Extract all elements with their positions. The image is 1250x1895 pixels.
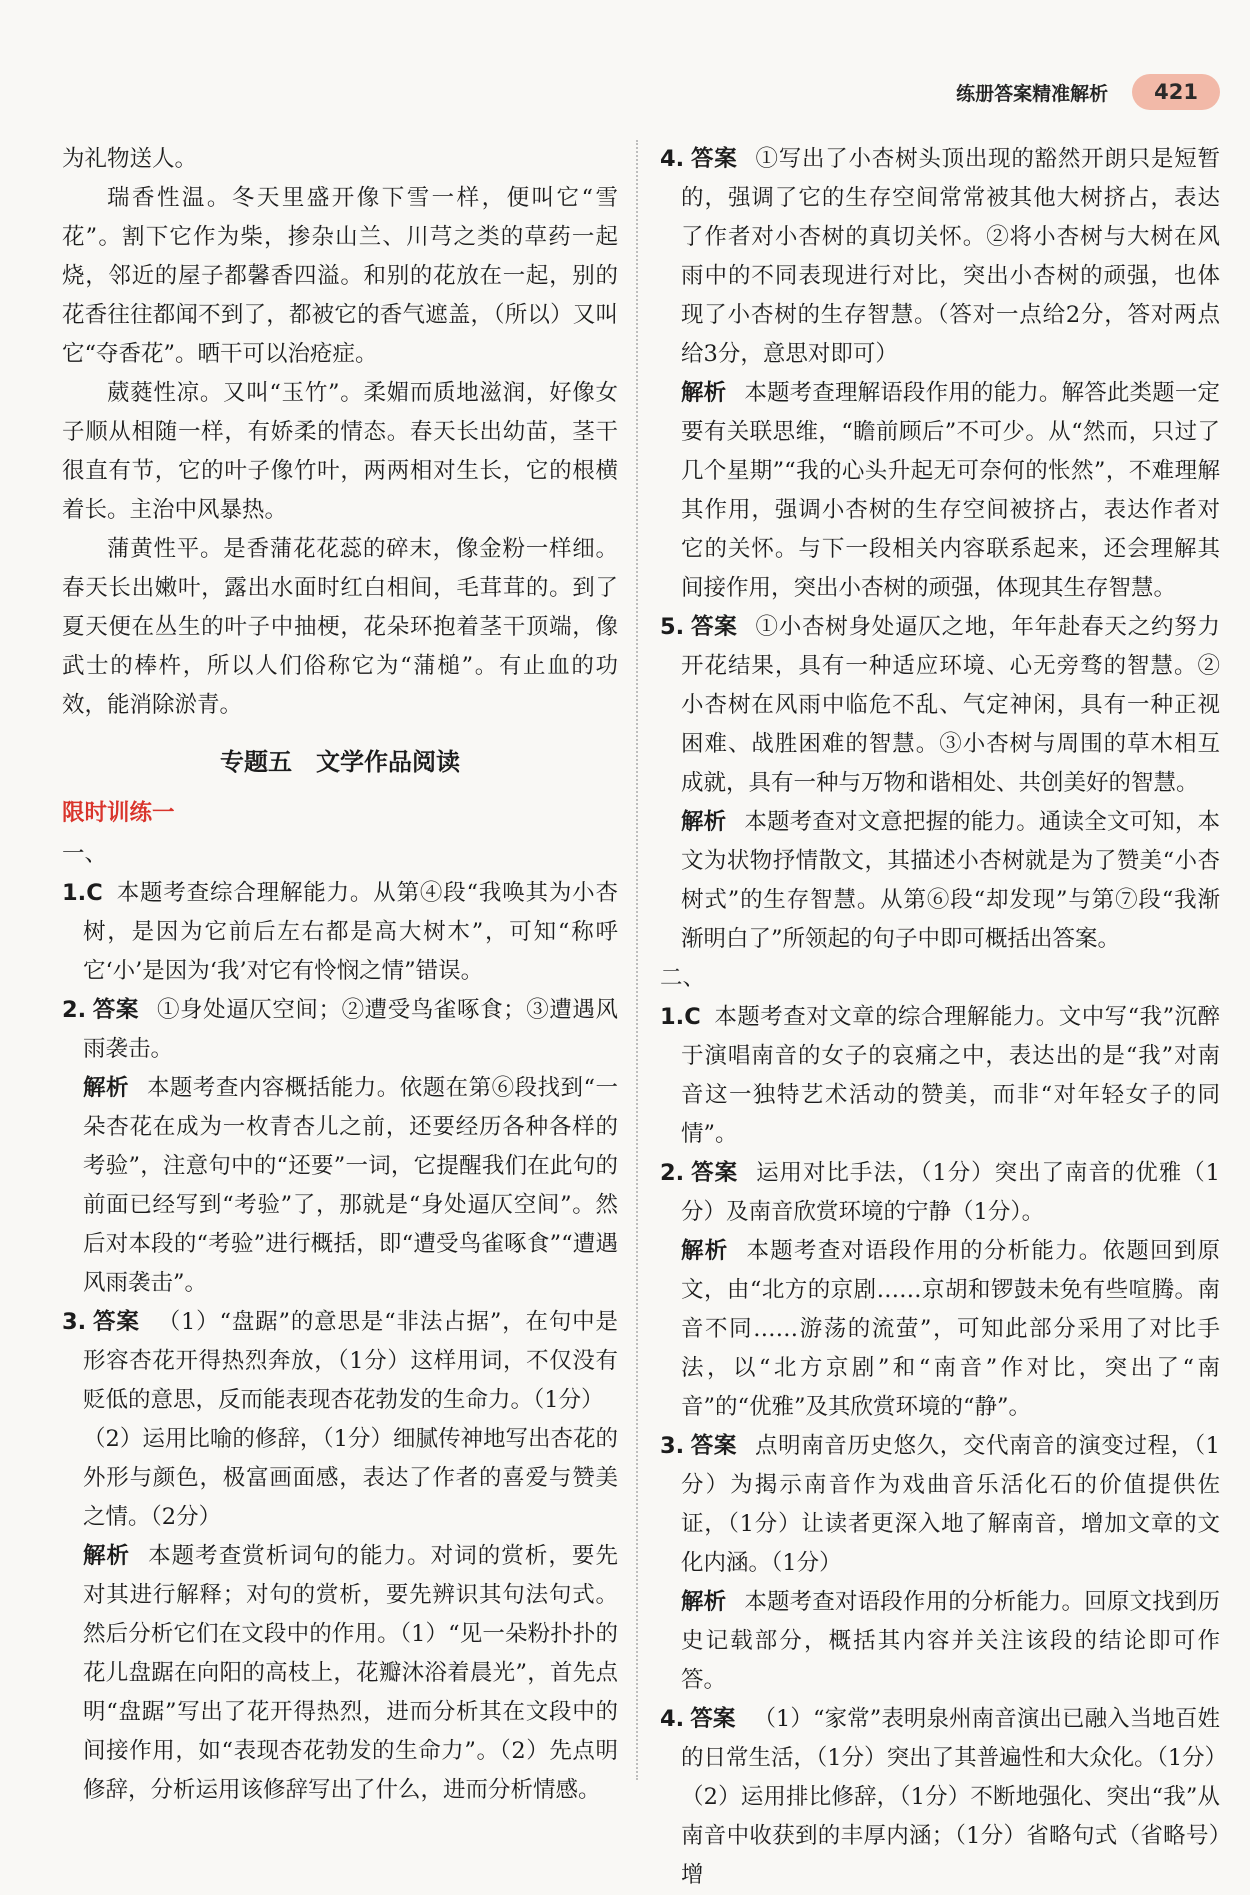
column-divider xyxy=(636,140,638,1780)
question-2 xyxy=(62,991,618,1069)
analysis-text: 本题考查对语段作用的分析能力。回原文找到历史记载部分，概括其内容并关注该段的结论即可作答。 xyxy=(681,1589,1220,1693)
part2-question-4 xyxy=(660,1700,1228,1778)
question-3 xyxy=(62,1303,618,1420)
analysis-tag: 解析 xyxy=(83,1543,131,1569)
question-3-analysis xyxy=(62,1537,618,1810)
question-number: 5. xyxy=(660,614,685,640)
answer-text: （1）“盘踞”的意思是“非法占据”，在句中是形容杏花开得热烈奔放，（1分）这样用词，不仅没有贬低的意思，反而能表现杏花勃发的生命力。（1分） xyxy=(83,1309,618,1413)
question-number: 3. xyxy=(62,1309,87,1335)
para-puhuang: 蒲黄性平。是香蒲花花蕊的碎末，像金粉一样细。春天长出嫩叶，露出水面时红白相间，毛茸茸的。到了夏天便在丛生的叶子中抽梗，花朵环抱着茎干顶端，像武士的棒杵，所以人们俗称它为“蒲槌”。有止血的功效，能消除淤青。 xyxy=(62,536,618,718)
answer-text: ①身处逼仄空间；②遭受鸟雀啄食；③遭遇风雨袭击。 xyxy=(83,997,618,1062)
section-title: 专题五 文学作品阅读 xyxy=(220,748,460,776)
analysis-text: 本题考查内容概括能力。依题在第⑥段找到“一朵杏花在成为一枚青杏儿之前，还要经历各种各样的考验”，注意句中的“还要”一词，它提醒我们在此句的前面已经写到“考验”了，那就是“身处逼仄空间”。然后对本段的“考验”进行概括，即“遭受鸟雀啄食”“遭遇风雨袭击”。 xyxy=(83,1075,618,1296)
analysis-tag: 解析 xyxy=(681,809,727,835)
analysis-tag: 解析 xyxy=(681,1589,727,1615)
part2-question-3 xyxy=(660,1427,1220,1583)
question-4 xyxy=(660,140,1220,374)
question-4-analysis xyxy=(660,374,1220,608)
analysis-text: 本题考查赏析词句的能力。对词的赏析，要先对其进行解释；对句的赏析，要先辨识其句法句式。然后分析它们在文段中的作用。（1）“见一朵粉扑扑的花儿盘踞在向阳的高枝上，花瓣沐浴着晨光”，首先点明“盘踞”写出了花开得热烈，进而分析其在文段中的间接作用，如“表现杏花勃发的生命力”。（2）先点明修辞，分析运用该修辞写出了什么，进而分析情感。 xyxy=(83,1543,618,1803)
question-5-analysis xyxy=(660,803,1220,959)
question-number: 2. xyxy=(62,997,87,1023)
answer-tag: 答案 xyxy=(690,1433,737,1459)
question-number: 2. xyxy=(660,1160,685,1186)
question-number: 1.C xyxy=(62,880,103,906)
question-number: 1.C xyxy=(660,1004,701,1030)
part2-question-2 xyxy=(660,1154,1220,1232)
question-3-answer-2: （2）运用比喻的修辞，（1分）细腻传神地写出杏花的外形与颜色，极富画面感，表达了作者的喜爱与赞美之情。（2分） xyxy=(83,1426,618,1530)
analysis-tag: 解析 xyxy=(83,1075,129,1101)
question-number: 4. xyxy=(660,146,685,172)
analysis-text: 本题考查对文意把握的能力。通读全文可知，本文为状物抒情散文，其描述小杏树就是为了赞美“小杏树式”的生存智慧。从第⑥段“却发现”与第⑦段“我渐渐明白了”所领起的句子中即可概括出答案。 xyxy=(681,809,1220,952)
answer-text: 点明南音历史悠久，交代南音的演变过程，（1分）为揭示南音作为戏曲音乐活化石的价值提供佐证，（1分）让读者更深入地了解南音，增加文章的文化内涵。（1分） xyxy=(681,1433,1220,1576)
answer-text: （1）“家常”表明泉州南音演出已融入当地百姓的日常生活，（1分）突出了其普遍性和大众化。（1分） xyxy=(681,1706,1228,1771)
analysis-text: 本题考查理解语段作用的能力。解答此类题一定要有关联思维，“瞻前顾后”不可少。从“然而，只过了几个星期”“我的心头升起无可奈何的怅然”，不难理解其作用，强调小杏树的生存空间被挤占，表达作者对它的关怀。与下一段相关内容联系起来，还会理解其间接作用，突出小杏树的顽强，体现其生存智慧。 xyxy=(681,380,1220,601)
answer-tag: 答案 xyxy=(690,1706,736,1732)
question-text: 本题考查对文章的综合理解能力。文中写“我”沉醉于演唱南音的女子的哀痛之中，表达出的是“我”对南音这一独特艺术活动的赞美，而非“对年轻女子的同情”。 xyxy=(681,1004,1220,1147)
answer-text: ①小杏树身处逼仄之地，年年赴春天之约努力开花结果，具有一种适应环境、心无旁骛的智慧。②小杏树在风雨中临危不乱、气定神闲，具有一种正视困难、战胜困难的智慧。③小杏树与周围的草木相互成就，具有一种与万物和谐相处、共创美好的智慧。 xyxy=(681,614,1220,796)
answer-tag: 答案 xyxy=(690,1160,739,1186)
analysis-tag: 解析 xyxy=(681,1238,729,1264)
answer-text: ①写出了小杏树头顶出现的豁然开朗只是短暂的，强调了它的生存空间常常被其他大树挤占，表达了作者对小杏树的真切关怀。②将小杏树与大树在风雨中的不同表现进行对比，突出小杏树的顽强，也体现了小杏树的生存智慧。（答对一点给2分，答对两点给3分，意思对即可） xyxy=(681,146,1220,367)
question-number: 3. xyxy=(660,1433,685,1459)
question-text: 本题考查综合理解能力。从第④段“我唤其为小杏树，是因为它前后左右都是高大树木”，可知“称呼它‘小’是因为‘我’对它有怜悯之情”错误。 xyxy=(83,880,618,984)
analysis-tag: 解析 xyxy=(681,380,727,406)
part2-question-3-analysis xyxy=(660,1583,1220,1700)
page-header xyxy=(956,72,1220,112)
para-ruixiang: 瑞香性温。冬天里盛开像下雪一样，便叫它“雪花”。割下它作为柴，掺杂山兰、川芎之类的草药一起烧，邻近的屋子都馨香四溢。和别的花放在一起，别的花香往往都闻不到了，都被它的香气遮盖，（所以）又叫它“夺香花”。晒干可以治疮症。 xyxy=(62,185,618,367)
part2-question-1 xyxy=(660,998,1220,1154)
analysis-text: 本题考查对语段作用的分析能力。依题回到原文，由“北方的京剧……京胡和锣鼓未免有些喧腾。南音不同……游荡的流萤”，可知此部分采用了对比手法，以“北方京剧”和“南音”作对比，突出了“南音”的“优雅”及其欣赏环境的“静”。 xyxy=(681,1238,1220,1420)
part-two-label: 二、 xyxy=(660,965,706,991)
part2-question-4-answer-2: （2）运用排比修辞，（1分）不断地强化、突出“我”从南音中收获到的丰厚内涵；（1分）省略句式（省略号）增 xyxy=(681,1784,1220,1888)
answer-tag: 答案 xyxy=(92,1309,140,1335)
page-number-badge: 421 xyxy=(1132,74,1220,110)
right-column xyxy=(660,140,1228,1895)
answer-tag: 答案 xyxy=(690,146,738,172)
header-title: 练册答案精准解析 xyxy=(956,82,1109,105)
answer-text: 运用对比手法，（1分）突出了南音的优雅（1分）及南音欣赏环境的宁静（1分）。 xyxy=(681,1160,1220,1225)
answer-tag: 答案 xyxy=(92,997,139,1023)
question-2-analysis xyxy=(62,1069,618,1303)
left-column xyxy=(62,140,618,1810)
subsection-title: 限时训练一 xyxy=(62,800,175,826)
answer-tag: 答案 xyxy=(690,614,738,640)
question-5 xyxy=(660,608,1220,803)
part-one-label: 一、 xyxy=(62,841,108,867)
para-weirui: 葳蕤性凉。又叫“玉竹”。柔媚而质地滋润，好像女子顺从相随一样，有娇柔的情态。春天长出幼苗，茎干很直有节，它的叶子像竹叶，两两相对生长，它的根横着长。主治中风暴热。 xyxy=(62,380,618,523)
question-number: 4. xyxy=(660,1706,685,1732)
question-1 xyxy=(62,874,618,991)
part2-question-2-analysis xyxy=(660,1232,1220,1427)
text-intro: 为礼物送人。 xyxy=(62,146,198,172)
